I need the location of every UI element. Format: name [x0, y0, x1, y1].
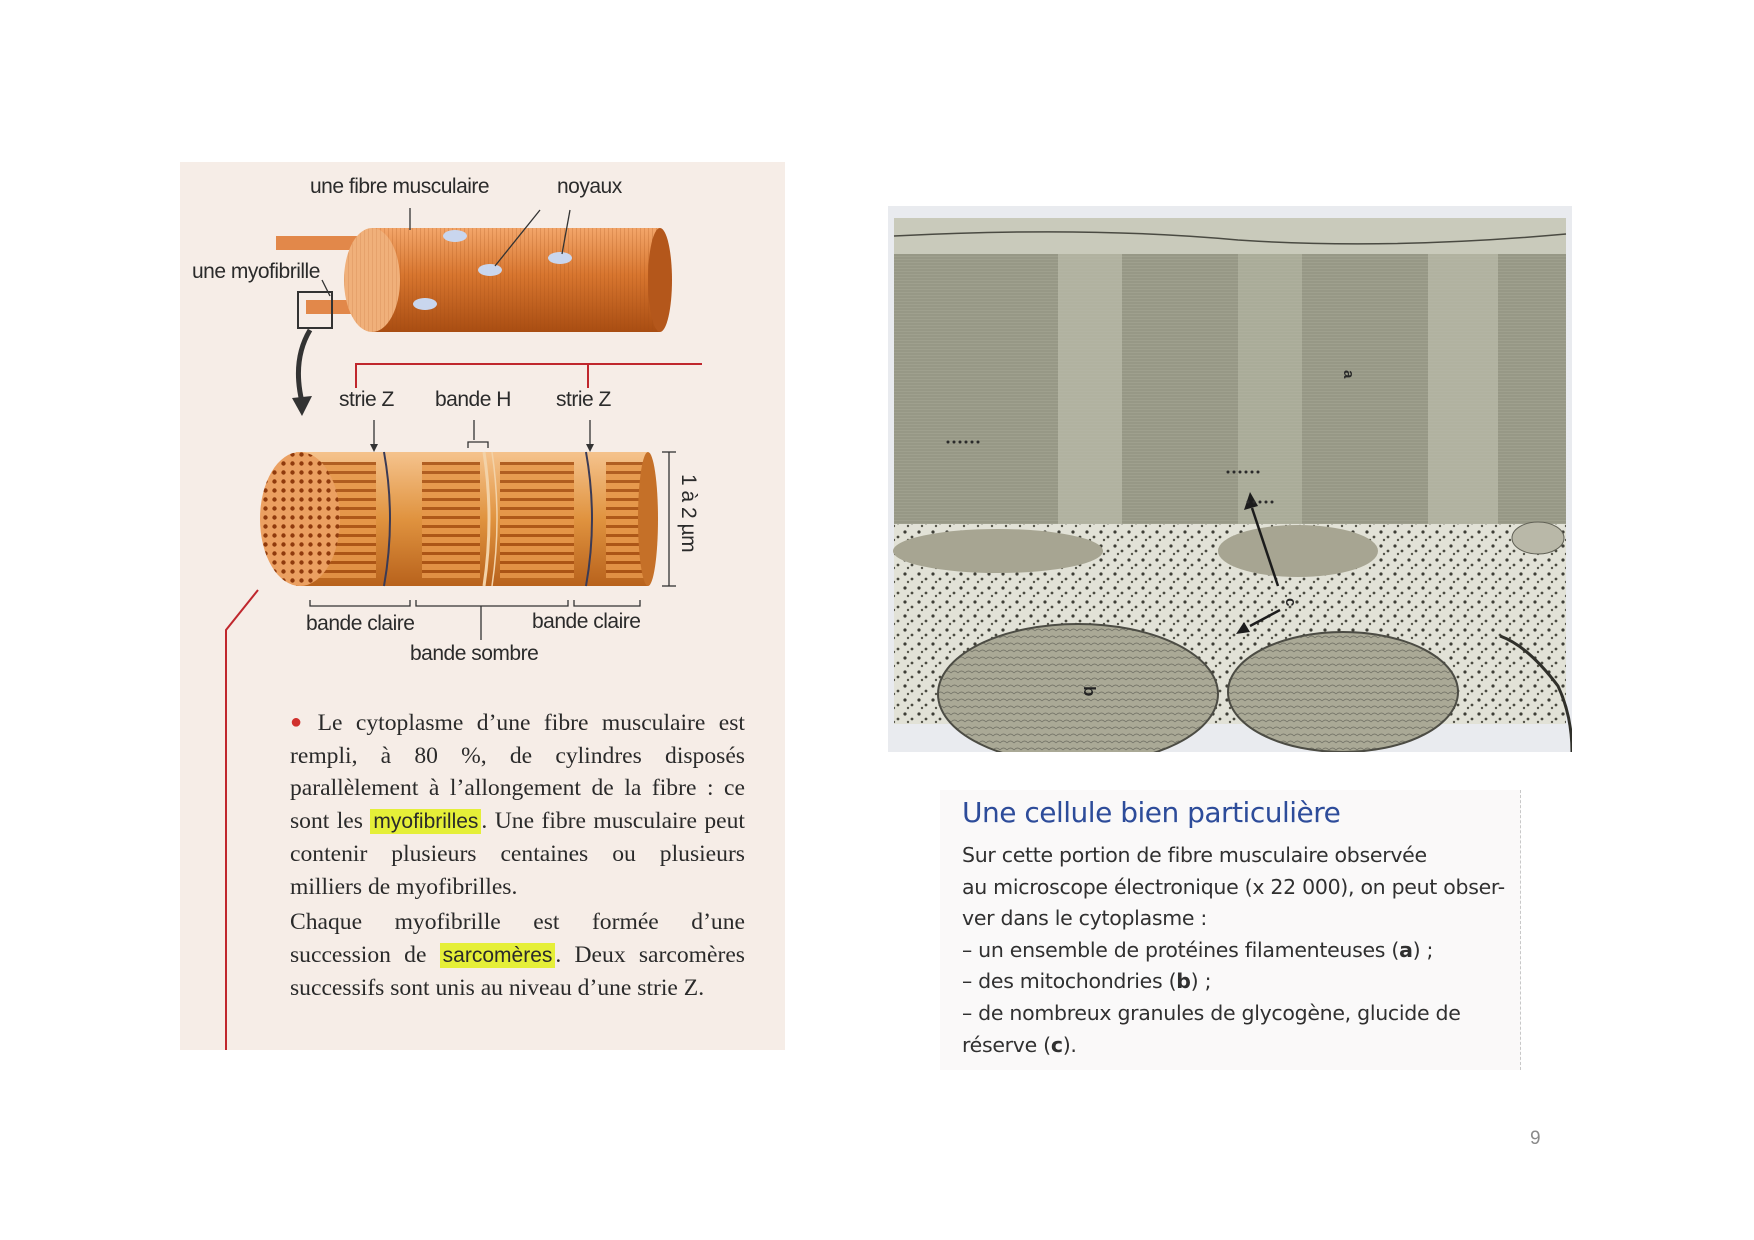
label-bande-sombre: bande sombre — [410, 642, 539, 665]
label-strie-z-right: strie Z — [556, 388, 611, 411]
caption-item-c: – de nombreux granules de glycogène, glucide de — [962, 1000, 1461, 1025]
caption-title: Une cellule bien particulière — [962, 796, 1341, 829]
paragraph-myofibrilles: ● Le cytoplasme d’une fibre musculaire est rempli, à 80 %, de cylindres disposés parallèlement à l’allongement de la fibre : ce sont les myofibrilles . Une fibre musculaire peut contenir plusieurs centaines ou plusieurs milliers de myofibrilles. — [290, 710, 745, 900]
caption-item-c-cont: réserve (c). — [962, 1032, 1077, 1057]
nucleus — [413, 298, 437, 310]
label-diameter: 1 à 2 µm — [677, 474, 700, 553]
bullet-icon: ● — [290, 711, 310, 733]
micrograph-label-b: b — [1080, 686, 1099, 697]
micrograph-label-c: c — [1282, 598, 1299, 607]
nucleus — [478, 264, 502, 276]
caption-line: ver dans le cytoplasme : — [962, 906, 1208, 931]
caption-item-a: – un ensemble de protéines filamenteuses (a) ; — [962, 937, 1434, 962]
label-bande-claire-right: bande claire — [532, 610, 641, 633]
label-noyaux: noyaux — [557, 175, 622, 198]
label-fibre: une fibre musculaire — [310, 175, 490, 198]
caption-line: au microscope électronique (x 22 000), on peut obser- — [962, 874, 1505, 899]
nucleus — [548, 252, 572, 264]
mitochondrion — [938, 624, 1218, 752]
left-text-block — [290, 706, 745, 1005]
nucleus — [443, 230, 467, 242]
mitochondrion — [1228, 632, 1458, 752]
zoom-arrow-icon — [292, 396, 312, 416]
electron-micrograph — [888, 206, 1572, 752]
label-bande-h: bande H — [435, 388, 511, 411]
label-bande-claire-left: bande claire — [306, 612, 415, 635]
micrograph-label-a: a — [1340, 370, 1357, 379]
paragraph-sarcomeres: Chaque myofibrille est formée d’une succession de sarcomères . Deux sarcomères successifs sont unis au niveau d’une strie Z. — [290, 909, 745, 1001]
highlight-sarcomeres: sarcomères — [440, 943, 556, 968]
caption-item-b: – des mitochondries (b) ; — [962, 969, 1212, 994]
caption-text — [962, 840, 1505, 1061]
dark-band-center-right — [500, 462, 574, 578]
caption-line: Sur cette portion de fibre musculaire observée — [962, 843, 1427, 867]
page-number: 9 — [1530, 1128, 1541, 1149]
highlight-myofibrilles: myofibrilles — [370, 809, 481, 834]
label-strie-z-left: strie Z — [339, 388, 394, 411]
dark-band-center-left — [422, 462, 480, 578]
label-myofibrille: une myofibrille — [192, 260, 320, 283]
